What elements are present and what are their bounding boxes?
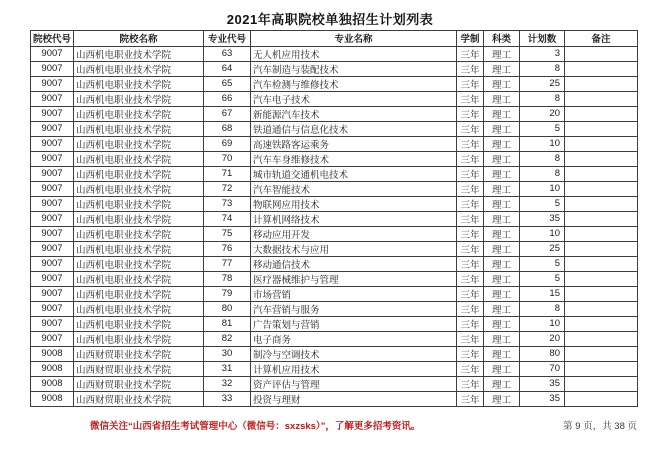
cell-major-code: 73: [204, 196, 251, 211]
cell-plan-count: 3: [520, 46, 565, 61]
cell-college-name: 山西机电职业技术学院: [74, 91, 204, 106]
cell-plan-count: 5: [520, 256, 565, 271]
cell-college-code: 9007: [31, 316, 74, 331]
cell-remark: [565, 106, 638, 121]
cell-remark: [565, 376, 638, 391]
table-row: [31, 346, 638, 361]
cell-major-name: 市场营销: [251, 286, 457, 301]
cell-duration: 三年: [457, 256, 484, 271]
cell-duration: 三年: [457, 61, 484, 76]
cell-college-code: 9007: [31, 256, 74, 271]
cell-duration: 三年: [457, 361, 484, 376]
cell-remark: [565, 61, 638, 76]
cell-remark: [565, 211, 638, 226]
cell-major-code: 78: [204, 271, 251, 286]
cell-college-code: 9007: [31, 76, 74, 91]
cell-remark: [565, 196, 638, 211]
cell-major-code: 66: [204, 91, 251, 106]
cell-plan-count: 35: [520, 376, 565, 391]
cell-college-code: 9007: [31, 271, 74, 286]
cell-major-name: 高速铁路客运乘务: [251, 136, 457, 151]
cell-college-name: 山西机电职业技术学院: [74, 241, 204, 256]
cell-plan-count: 70: [520, 361, 565, 376]
cell-major-name: 汽车检测与维修技术: [251, 76, 457, 91]
cell-remark: [565, 181, 638, 196]
cell-remark: [565, 271, 638, 286]
cell-plan-count: 8: [520, 151, 565, 166]
cell-college-name: 山西机电职业技术学院: [74, 211, 204, 226]
cell-college-code: 9007: [31, 121, 74, 136]
cell-remark: [565, 361, 638, 376]
cell-college-name: 山西财贸职业技术学院: [74, 361, 204, 376]
cell-remark: [565, 301, 638, 316]
cell-plan-count: 5: [520, 121, 565, 136]
cell-major-code: 63: [204, 46, 251, 61]
cell-remark: [565, 166, 638, 181]
cell-plan-count: 10: [520, 136, 565, 151]
cell-major-code: 33: [204, 391, 251, 406]
cell-duration: 三年: [457, 76, 484, 91]
cell-college-code: 9007: [31, 46, 74, 61]
cell-category: 理工: [484, 91, 520, 106]
cell-category: 理工: [484, 106, 520, 121]
table-row: [31, 376, 638, 391]
cell-major-code: 75: [204, 226, 251, 241]
cell-duration: 三年: [457, 316, 484, 331]
table-row: [31, 166, 638, 181]
cell-remark: [565, 76, 638, 91]
cell-duration: 三年: [457, 301, 484, 316]
header-category: 科类: [484, 31, 520, 47]
cell-remark: [565, 241, 638, 256]
cell-remark: [565, 346, 638, 361]
cell-category: 理工: [484, 361, 520, 376]
cell-plan-count: 8: [520, 166, 565, 181]
table-row: [31, 106, 638, 121]
page-footer: [30, 418, 637, 432]
page-number: 第 9 页，共 38 页: [563, 421, 637, 432]
cell-major-name: 医疗器械维护与管理: [251, 271, 457, 286]
cell-category: 理工: [484, 316, 520, 331]
cell-major-name: 移动应用开发: [251, 226, 457, 241]
table-row: [31, 76, 638, 91]
cell-college-name: 山西财贸职业技术学院: [74, 346, 204, 361]
cell-college-code: 9007: [31, 226, 74, 241]
cell-category: 理工: [484, 286, 520, 301]
table-header: [31, 31, 638, 47]
cell-major-name: 汽车车身维修技术: [251, 151, 457, 166]
table-row: [31, 136, 638, 151]
cell-college-code: 9007: [31, 286, 74, 301]
page-title: 2021年高职院校单独招生计划列表: [226, 12, 434, 27]
table-row: [31, 361, 638, 376]
cell-plan-count: 25: [520, 241, 565, 256]
cell-duration: 三年: [457, 91, 484, 106]
cell-duration: 三年: [457, 346, 484, 361]
cell-duration: 三年: [457, 151, 484, 166]
cell-college-name: 山西机电职业技术学院: [74, 256, 204, 271]
cell-college-code: 9007: [31, 91, 74, 106]
cell-category: 理工: [484, 166, 520, 181]
cell-major-name: 物联网应用技术: [251, 196, 457, 211]
cell-category: 理工: [484, 151, 520, 166]
cell-major-name: 投资与理财: [251, 391, 457, 406]
cell-college-code: 9007: [31, 136, 74, 151]
cell-category: 理工: [484, 226, 520, 241]
header-remark: 备注: [565, 31, 638, 47]
cell-college-name: 山西机电职业技术学院: [74, 46, 204, 61]
cell-category: 理工: [484, 196, 520, 211]
header-plan-count: 计划数: [520, 31, 565, 47]
cell-major-code: 76: [204, 241, 251, 256]
cell-major-name: 制冷与空调技术: [251, 346, 457, 361]
cell-college-name: 山西机电职业技术学院: [74, 151, 204, 166]
header-major-name: 专业名称: [251, 31, 457, 47]
cell-duration: 三年: [457, 181, 484, 196]
header-college-code: 院校代号: [31, 31, 74, 47]
cell-major-name: 铁道通信与信息化技术: [251, 121, 457, 136]
table-row: [31, 91, 638, 106]
cell-duration: 三年: [457, 211, 484, 226]
cell-college-name: 山西财贸职业技术学院: [74, 376, 204, 391]
cell-college-code: 9008: [31, 376, 74, 391]
cell-college-name: 山西机电职业技术学院: [74, 181, 204, 196]
cell-remark: [565, 286, 638, 301]
cell-major-code: 31: [204, 361, 251, 376]
cell-remark: [565, 151, 638, 166]
cell-major-name: 汽车制造与装配技术: [251, 61, 457, 76]
table-row: [31, 331, 638, 346]
cell-major-code: 79: [204, 286, 251, 301]
cell-plan-count: 35: [520, 391, 565, 406]
cell-duration: 三年: [457, 226, 484, 241]
cell-college-name: 山西机电职业技术学院: [74, 301, 204, 316]
cell-major-name: 无人机应用技术: [251, 46, 457, 61]
cell-category: 理工: [484, 76, 520, 91]
cell-remark: [565, 256, 638, 271]
cell-college-code: 9007: [31, 166, 74, 181]
cell-college-name: 山西机电职业技术学院: [74, 106, 204, 121]
cell-category: 理工: [484, 271, 520, 286]
cell-major-code: 30: [204, 346, 251, 361]
cell-major-name: 汽车营销与服务: [251, 301, 457, 316]
cell-plan-count: 20: [520, 106, 565, 121]
cell-category: 理工: [484, 136, 520, 151]
wechat-notice: 微信关注“山西省招生考试管理中心（微信号：sxzsks）”，了解更多招考资讯。: [90, 421, 421, 432]
cell-college-code: 9007: [31, 241, 74, 256]
enrollment-plan-table: [30, 30, 638, 407]
cell-duration: 三年: [457, 196, 484, 211]
cell-category: 理工: [484, 331, 520, 346]
cell-major-code: 70: [204, 151, 251, 166]
table-row: [31, 226, 638, 241]
cell-college-name: 山西机电职业技术学院: [74, 166, 204, 181]
header-college-name: 院校名称: [74, 31, 204, 47]
cell-college-code: 9007: [31, 151, 74, 166]
cell-college-name: 山西机电职业技术学院: [74, 226, 204, 241]
cell-duration: 三年: [457, 166, 484, 181]
cell-major-code: 82: [204, 331, 251, 346]
cell-college-name: 山西机电职业技术学院: [74, 121, 204, 136]
cell-category: 理工: [484, 241, 520, 256]
cell-duration: 三年: [457, 136, 484, 151]
header-duration: 学制: [457, 31, 484, 47]
cell-major-name: 城市轨道交通机电技术: [251, 166, 457, 181]
cell-duration: 三年: [457, 121, 484, 136]
cell-major-name: 汽车电子技术: [251, 91, 457, 106]
cell-category: 理工: [484, 301, 520, 316]
cell-college-name: 山西机电职业技术学院: [74, 61, 204, 76]
table-header-row: [31, 31, 638, 47]
cell-major-name: 计算机应用技术: [251, 361, 457, 376]
cell-major-name: 资产评估与管理: [251, 376, 457, 391]
cell-major-name: 移动通信技术: [251, 256, 457, 271]
cell-major-code: 68: [204, 121, 251, 136]
cell-remark: [565, 331, 638, 346]
cell-college-name: 山西机电职业技术学院: [74, 136, 204, 151]
cell-category: 理工: [484, 181, 520, 196]
cell-major-name: 电子商务: [251, 331, 457, 346]
cell-plan-count: 5: [520, 271, 565, 286]
cell-duration: 三年: [457, 271, 484, 286]
cell-duration: 三年: [457, 391, 484, 406]
table-row: [31, 316, 638, 331]
cell-major-code: 69: [204, 136, 251, 151]
table-row: [31, 301, 638, 316]
cell-plan-count: 15: [520, 286, 565, 301]
cell-college-name: 山西机电职业技术学院: [74, 271, 204, 286]
cell-college-code: 9008: [31, 346, 74, 361]
cell-category: 理工: [484, 46, 520, 61]
table-row: [31, 241, 638, 256]
cell-major-code: 67: [204, 106, 251, 121]
table-row: [31, 121, 638, 136]
table-row: [31, 211, 638, 226]
table-row: [31, 271, 638, 286]
cell-category: 理工: [484, 61, 520, 76]
cell-plan-count: 8: [520, 301, 565, 316]
cell-college-code: 9007: [31, 61, 74, 76]
cell-remark: [565, 121, 638, 136]
cell-major-code: 32: [204, 376, 251, 391]
cell-category: 理工: [484, 346, 520, 361]
cell-plan-count: 5: [520, 196, 565, 211]
cell-duration: 三年: [457, 376, 484, 391]
cell-college-code: 9007: [31, 211, 74, 226]
cell-remark: [565, 136, 638, 151]
cell-college-code: 9008: [31, 361, 74, 376]
cell-duration: 三年: [457, 241, 484, 256]
cell-plan-count: 35: [520, 211, 565, 226]
cell-plan-count: 10: [520, 226, 565, 241]
cell-plan-count: 80: [520, 346, 565, 361]
cell-major-name: 汽车智能技术: [251, 181, 457, 196]
table-row: [31, 196, 638, 211]
cell-plan-count: 8: [520, 61, 565, 76]
cell-college-code: 9007: [31, 106, 74, 121]
cell-college-code: 9008: [31, 391, 74, 406]
cell-remark: [565, 226, 638, 241]
table-row: [31, 286, 638, 301]
cell-major-code: 72: [204, 181, 251, 196]
cell-remark: [565, 46, 638, 61]
cell-college-name: 山西机电职业技术学院: [74, 196, 204, 211]
cell-college-code: 9007: [31, 301, 74, 316]
cell-remark: [565, 316, 638, 331]
cell-major-code: 64: [204, 61, 251, 76]
cell-remark: [565, 91, 638, 106]
cell-college-code: 9007: [31, 331, 74, 346]
cell-category: 理工: [484, 211, 520, 226]
table-body: [31, 46, 638, 406]
cell-remark: [565, 391, 638, 406]
cell-plan-count: 10: [520, 316, 565, 331]
table-row: [31, 391, 638, 406]
cell-plan-count: 20: [520, 331, 565, 346]
cell-college-code: 9007: [31, 181, 74, 196]
cell-category: 理工: [484, 121, 520, 136]
table-row: [31, 181, 638, 196]
cell-category: 理工: [484, 391, 520, 406]
cell-duration: 三年: [457, 331, 484, 346]
table-row: [31, 151, 638, 166]
cell-college-name: 山西机电职业技术学院: [74, 331, 204, 346]
cell-major-code: 71: [204, 166, 251, 181]
cell-college-code: 9007: [31, 196, 74, 211]
cell-duration: 三年: [457, 286, 484, 301]
cell-plan-count: 25: [520, 76, 565, 91]
cell-category: 理工: [484, 256, 520, 271]
cell-college-name: 山西机电职业技术学院: [74, 286, 204, 301]
cell-college-name: 山西机电职业技术学院: [74, 316, 204, 331]
table-row: [31, 256, 638, 271]
cell-plan-count: 8: [520, 91, 565, 106]
cell-major-name: 新能源汽车技术: [251, 106, 457, 121]
cell-major-code: 80: [204, 301, 251, 316]
cell-major-code: 74: [204, 211, 251, 226]
table-row: [31, 61, 638, 76]
header-major-code: 专业代号: [204, 31, 251, 47]
cell-major-name: 计算机网络技术: [251, 211, 457, 226]
table-row: [31, 46, 638, 61]
cell-major-name: 广告策划与营销: [251, 316, 457, 331]
cell-major-code: 77: [204, 256, 251, 271]
cell-duration: 三年: [457, 46, 484, 61]
cell-major-code: 81: [204, 316, 251, 331]
cell-major-name: 大数据技术与应用: [251, 241, 457, 256]
cell-college-name: 山西机电职业技术学院: [74, 76, 204, 91]
cell-college-name: 山西财贸职业技术学院: [74, 391, 204, 406]
cell-duration: 三年: [457, 106, 484, 121]
cell-major-code: 65: [204, 76, 251, 91]
cell-plan-count: 10: [520, 181, 565, 196]
cell-category: 理工: [484, 376, 520, 391]
